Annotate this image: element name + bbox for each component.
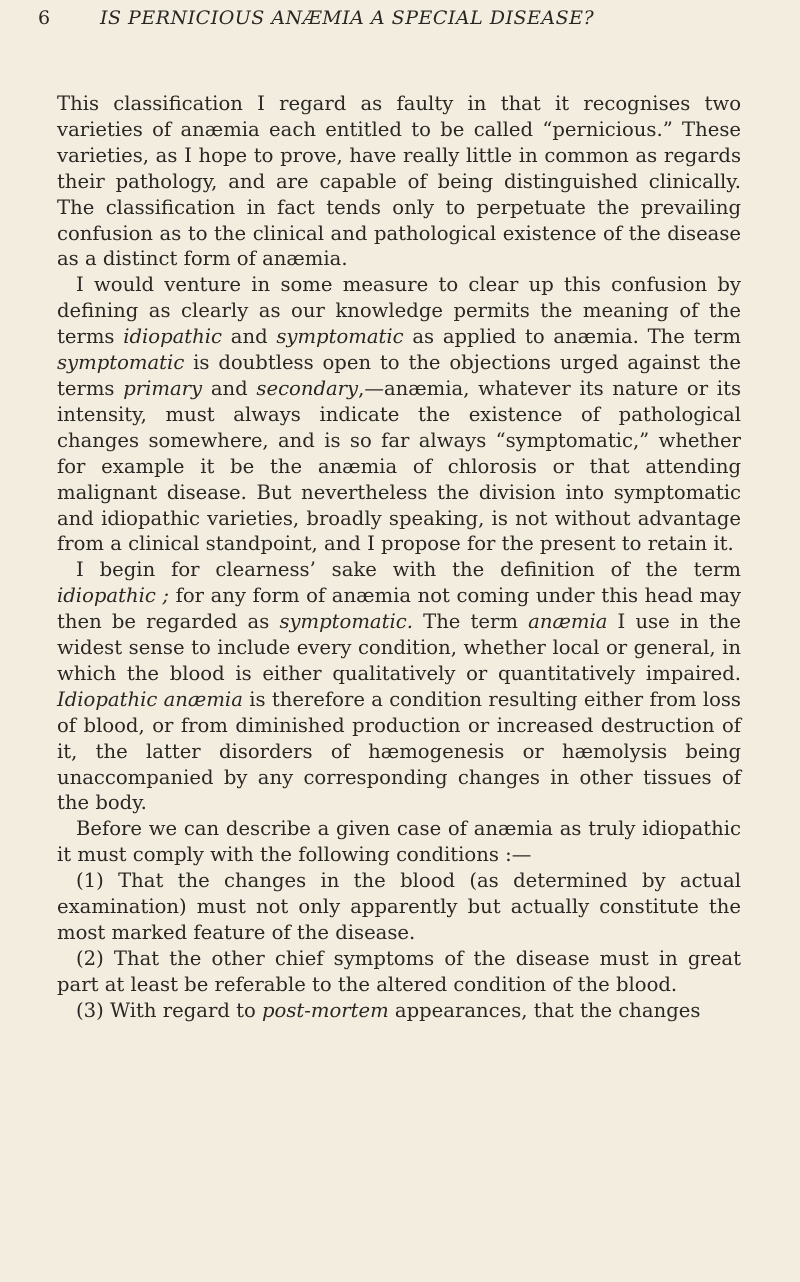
- text-run: is doubtless open to the objections urged against the terms: [57, 351, 741, 400]
- text-run: I use in the widest sense to include every condition, whether local or general, in which the blood is either qualitatively or quantitatively impaired.: [57, 610, 741, 685]
- paragraph-6: (2) That the other chief symptoms of the disease must in great part at least be referable to the altered condition of the blood.: [57, 946, 741, 996]
- emphasis: symptomatic: [57, 351, 185, 375]
- running-header: [38, 7, 762, 37]
- text-run: and: [222, 325, 277, 349]
- emphasis: idiopathic: [123, 325, 223, 349]
- paragraph-5: (1) That the changes in the blood (as determined by actual examination) must not only apparently but actually constitute the most marked feature of the disease.: [57, 869, 741, 944]
- paragraph-4: Before we can describe a given case of anæmia as truly idiopathic it must comply with the following conditions :—: [57, 817, 741, 867]
- text-run: for any form of anæmia not coming under this head may then be regarded as: [57, 584, 741, 634]
- text-run: and: [202, 376, 257, 400]
- text-run: appearances, that the changes: [388, 998, 701, 1022]
- emphasis: post-mortem: [262, 998, 389, 1022]
- emphasis: anæmia: [528, 610, 608, 634]
- emphasis: symptomatic: [276, 325, 404, 349]
- emphasis: secondary: [256, 376, 359, 400]
- text-run: as applied to anæmia. The term: [403, 325, 741, 349]
- emphasis: primary: [123, 376, 203, 400]
- page-number: 6: [38, 7, 51, 29]
- emphasis: idiopathic ;: [57, 584, 170, 608]
- text-run: I would venture in some measure to clear up this confusion by defining as clearly as our knowledge permits the meaning of the terms: [57, 273, 741, 349]
- text-run: is therefore a condition resulting either from loss of blood, or from diminished production or increased destruction of it, the latter disorders of hæmogenesis or hæmolysis being unaccompanied by any corresponding changes in other tissues of the body.: [57, 687, 741, 815]
- paragraph-1: This classification I regard as faulty in that it recognises two varieties of anæmia each entitled to be called “pernicious.” These varieties, as I hope to prove, have really little in common as regards their pathology, and are capable of being distinguished clinically. The classification in fact tends only to perpetuate the prevailing confusion as to the clinical and pathological existence of the disease as a distinct form of anæmia.: [57, 92, 741, 271]
- text-run: The term: [412, 610, 529, 634]
- emphasis: symptomatic.: [279, 610, 413, 634]
- paragraph-2: [57, 272, 741, 557]
- emphasis: Idiopathic anæmia: [57, 687, 243, 711]
- body-text: [57, 91, 741, 1024]
- text-run: I begin for clearness’ sake with the definition of the term: [76, 558, 741, 582]
- text-run: (3) With regard to: [76, 998, 262, 1022]
- paragraph-3: [57, 557, 741, 816]
- running-title: IS PERNICIOUS ANÆMIA A SPECIAL DISEASE?: [100, 7, 595, 29]
- text-run: ,—anæmia, whatever its nature or its intensity, must always indicate the existence of pathological changes somewhere, and is so far always “symptomatic,” whether for example it be the anæmia of chlorosis or that attending malignant disease. But nevertheless the division into symptomatic and idiopathic varieties, broadly speaking, is not without advantage from a clinical standpoint, and I propose for the present to retain it.: [57, 376, 741, 556]
- paragraph-7: [57, 998, 741, 1024]
